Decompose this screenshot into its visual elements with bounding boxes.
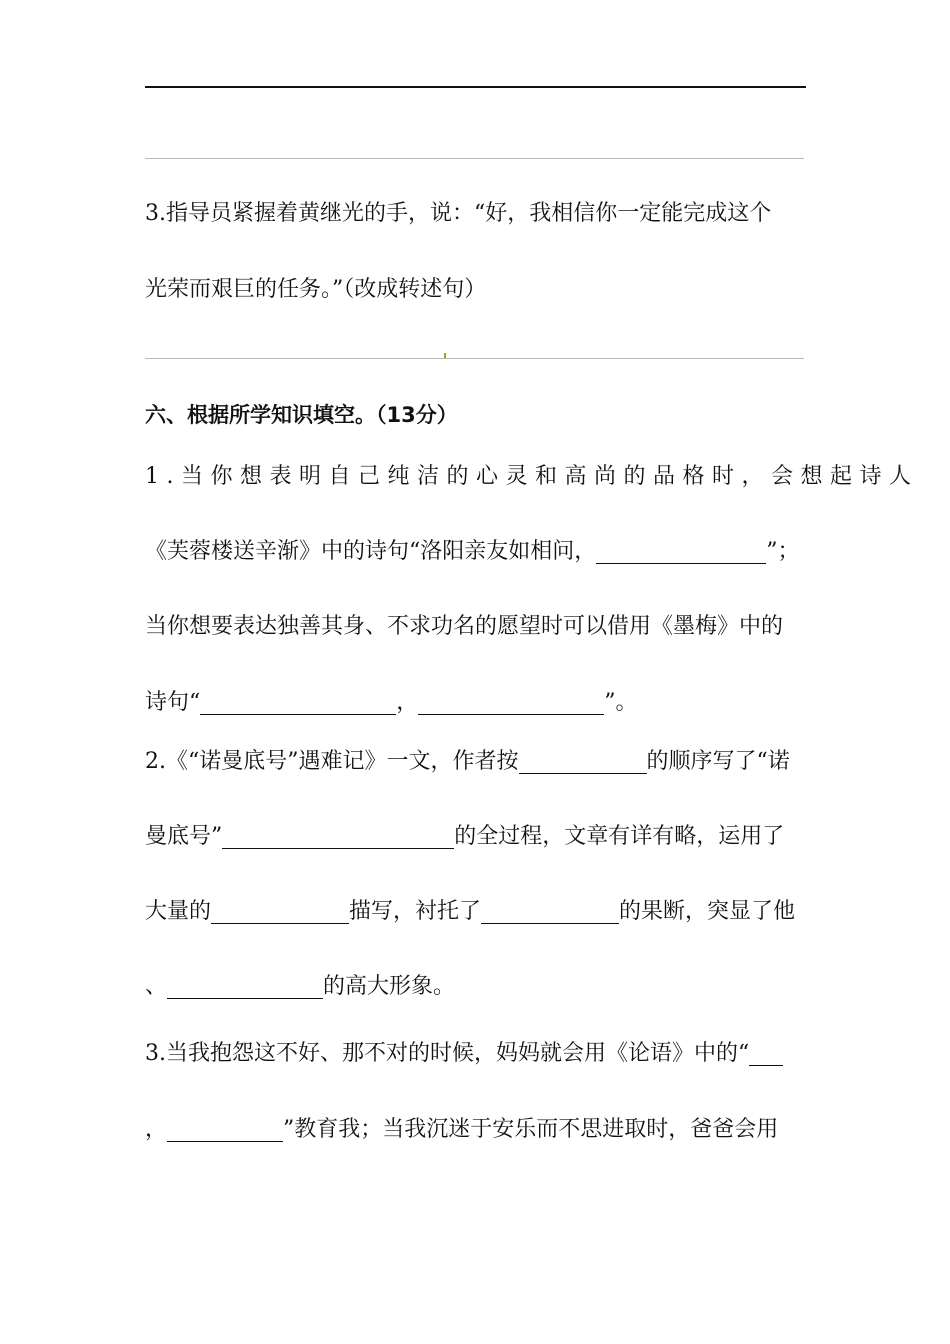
- top-rule: [145, 86, 806, 88]
- q2-blank-3[interactable]: [211, 897, 349, 924]
- q1-blank-3[interactable]: [418, 688, 604, 715]
- q1-line-4: 诗句“ ， ”。: [145, 690, 638, 715]
- q2-blank-1[interactable]: [519, 747, 647, 774]
- q1-line-1: 1.当你想表明自己纯洁的心灵和高尚的品格时，会想起诗人: [145, 464, 919, 489]
- answer-line-mark: [444, 353, 446, 358]
- q2-line-2: 曼底号” 的全过程，文章有详有略，运用了: [145, 824, 785, 849]
- q3-line-1: 3.当我抱怨这不好、那不对的时候，妈妈就会用《论语》中的“: [145, 1034, 783, 1074]
- q2-line-4: 、 的高大形象。: [145, 974, 456, 999]
- q2-blank-5[interactable]: [167, 972, 323, 999]
- q1-blank-2[interactable]: [200, 688, 396, 715]
- answer-line-2: [145, 358, 804, 359]
- q2-line-1: 2.《“诺曼底号”遇难记》一文，作者按 的顺序写了“诺: [145, 749, 790, 774]
- q2-blank-4[interactable]: [481, 897, 619, 924]
- q2-blank-2[interactable]: [222, 822, 454, 849]
- section-6-heading: 六、根据所学知识填空。（13分）: [145, 403, 458, 427]
- q3-rewrite-line-1: 3.指导员紧握着黄继光的手，说：“好，我相信你一定能完成这个: [145, 201, 772, 226]
- q3-blank-2[interactable]: [167, 1115, 283, 1142]
- q3-blank-1[interactable]: [749, 1039, 783, 1066]
- q2-line-3: 大量的 描写，衬托了 的果断，突显了他: [145, 899, 796, 924]
- q3-line-2: ， ”教育我；当我沉迷于安乐而不思进取时，爸爸会用: [145, 1117, 779, 1142]
- answer-line-1: [145, 158, 804, 159]
- q1-blank-1[interactable]: [596, 537, 766, 564]
- q1-line-3: 当你想要表达独善其身、不求功名的愿望时可以借用《墨梅》中的: [145, 614, 784, 639]
- q1-line-2: 《芙蓉楼送辛渐》中的诗句“洛阳亲友如相问， ”；: [145, 539, 800, 564]
- q3-rewrite-line-2: 光荣而艰巨的任务。”（改成转述句）: [145, 277, 487, 302]
